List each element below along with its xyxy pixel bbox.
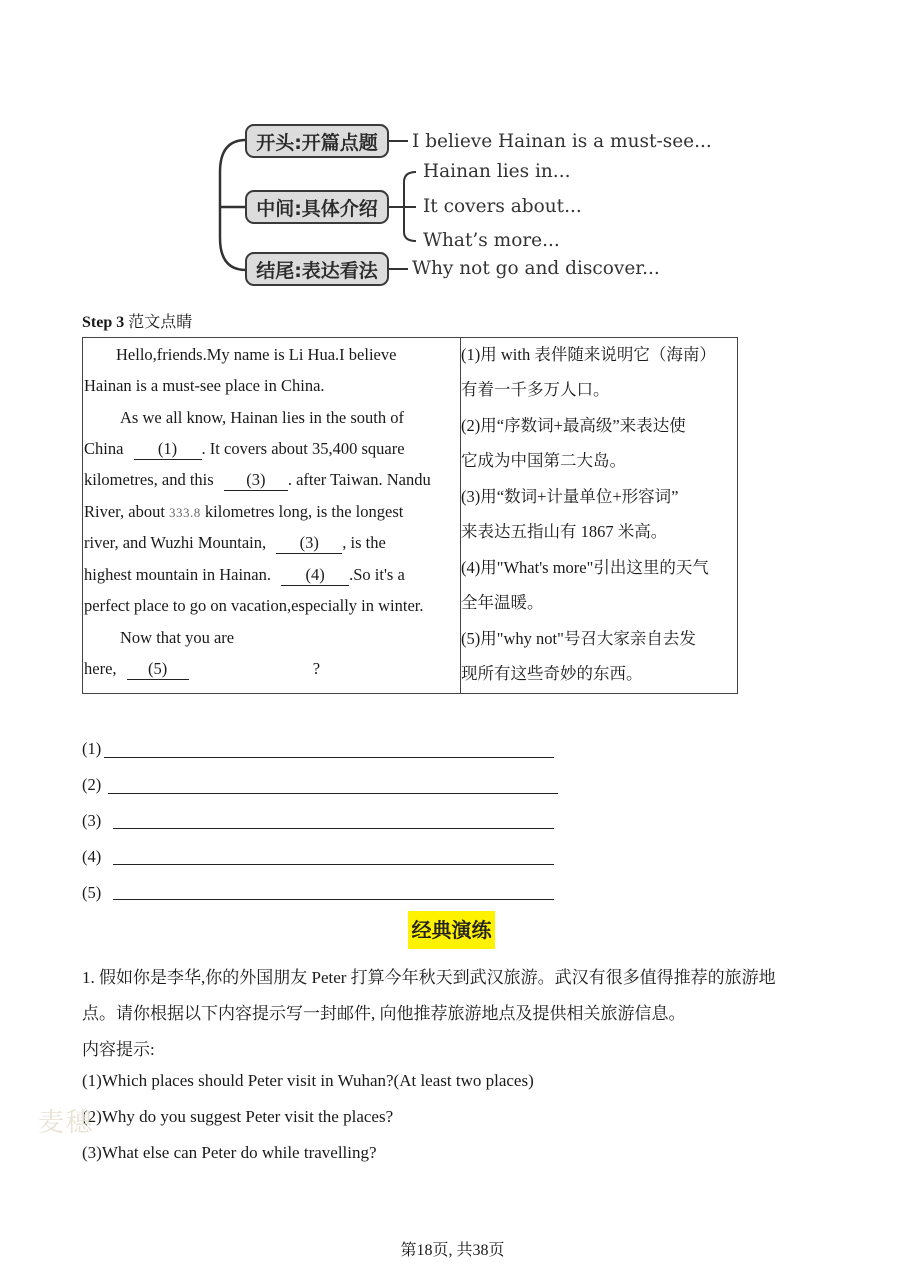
mindmap-item-middle-3: What’s more... [423,230,560,251]
hint-line: (2)用“序数词+最高级”来表达使 [461,416,686,435]
answer-line-5[interactable] [113,899,554,900]
prompt-point-1: (1)Which places should Peter visit in Wuhan?(At least two places) [82,1071,534,1090]
essay-line-3: As we all know, Hainan lies in the south of [120,408,404,427]
step3-heading [82,309,192,332]
essay-text: highest mountain in Hainan. [84,565,271,584]
prompt-point-3: (3)What else can Peter do while travelling? [82,1143,377,1162]
blank-5[interactable]: (5) [127,659,189,680]
essay-line-1: Hello,friends.My name is Li Hua.I believe [116,345,397,364]
prompt-point-2: (2)Why do you suggest Peter visit the places? [82,1107,394,1126]
blank-4[interactable]: (4) [281,565,349,586]
essay-line-6 [84,502,403,522]
answer-line-3[interactable] [113,828,554,829]
length-number: 333.8 [169,505,201,520]
step3-label: Step 3 [82,314,125,331]
essay-line-5 [84,470,431,491]
essay-line-4 [84,439,405,460]
answer-label-3: (3) [82,811,102,830]
mindmap-item-middle-1: Hainan lies in... [423,161,571,182]
answer-line-1[interactable] [104,757,554,758]
task-line-2: 点。请你根据以下内容提示写一封邮件, 向他推荐旅游地点及提供相关旅游信息。 [82,1004,686,1023]
essay-text: .So it's a [349,565,405,584]
hint-line: 全年温暖。 [461,593,544,612]
hint-line: (5)用"why not"号召大家亲自去发 [461,629,696,648]
essay-text: China [84,439,124,458]
watermark: 麦穗 [38,1108,95,1138]
step3-title: 范文点睛 [128,314,193,331]
answer-line-2[interactable] [108,793,558,794]
essay-line-8 [84,565,405,586]
answer-label-2: (2) [82,775,102,794]
task-line-1: 1. 假如你是李华,你的外国朋友 Peter 打算今年秋天到武汉旅游。武汉有很多值得推荐的旅游地 [82,968,776,987]
hint-line: 有着一千多万人口。 [461,380,610,399]
blank-3[interactable]: (3) [276,533,342,554]
essay-line-9: perfect place to go on vacation,especially in winter. [84,596,424,615]
page-footer: 第18页, 共38页 [400,1242,505,1259]
essay-text: ? [312,659,321,678]
model-essay-table [82,337,738,694]
hint-line: 来表达五指山有 1867 米高。 [461,522,668,541]
essay-text: , is the [342,533,386,552]
mindmap-node-ending: 结尾:表达看法 [245,252,389,286]
answer-label-4: (4) [82,847,102,866]
essay-text: kilometres, and this [84,470,214,489]
hint-line: 它成为中国第二大岛。 [461,451,626,470]
essay-text: kilometres long, is the longest [204,502,404,521]
answer-label-1: (1) [82,739,102,758]
answer-line-4[interactable] [113,864,554,865]
essay-line-2: Hainan is a must-see place in China. [84,376,325,395]
essay-line-10: Now that you are [120,628,235,647]
hint-line: (3)用“数词+计量单位+形容词” [461,487,679,506]
essay-text: River, about [84,502,165,521]
hint-line: 现所有这些奇妙的东西。 [461,664,643,683]
essay-text: . It covers about 35,400 square [201,439,405,458]
essay-text: here, [84,659,117,678]
mindmap-item-middle-2: It covers about... [423,196,582,217]
mindmap-node-middle: 中间:具体介绍 [245,190,389,224]
essay-text: . after Taiwan. Nandu [287,470,431,489]
answer-label-5: (5) [82,883,102,902]
prompt-label: 内容提示: [82,1040,155,1059]
essay-line-11 [84,659,320,680]
section-title: 经典演练 [408,911,495,949]
blank-1[interactable]: (1) [134,439,202,460]
essay-line-7 [84,533,386,554]
mindmap-item-opening: I believe Hainan is a must-see... [412,131,712,152]
blank-2[interactable]: (3) [224,470,288,491]
essay-text: river, and Wuzhi Mountain, [84,533,267,552]
hint-line: (1)用 with 表伴随来说明它（海南） [461,345,716,364]
hint-line: (4)用"What's more"引出这里的天气 [461,558,709,577]
mindmap-item-ending: Why not go and discover... [412,258,660,279]
mindmap-node-opening: 开头:开篇点题 [245,124,389,158]
